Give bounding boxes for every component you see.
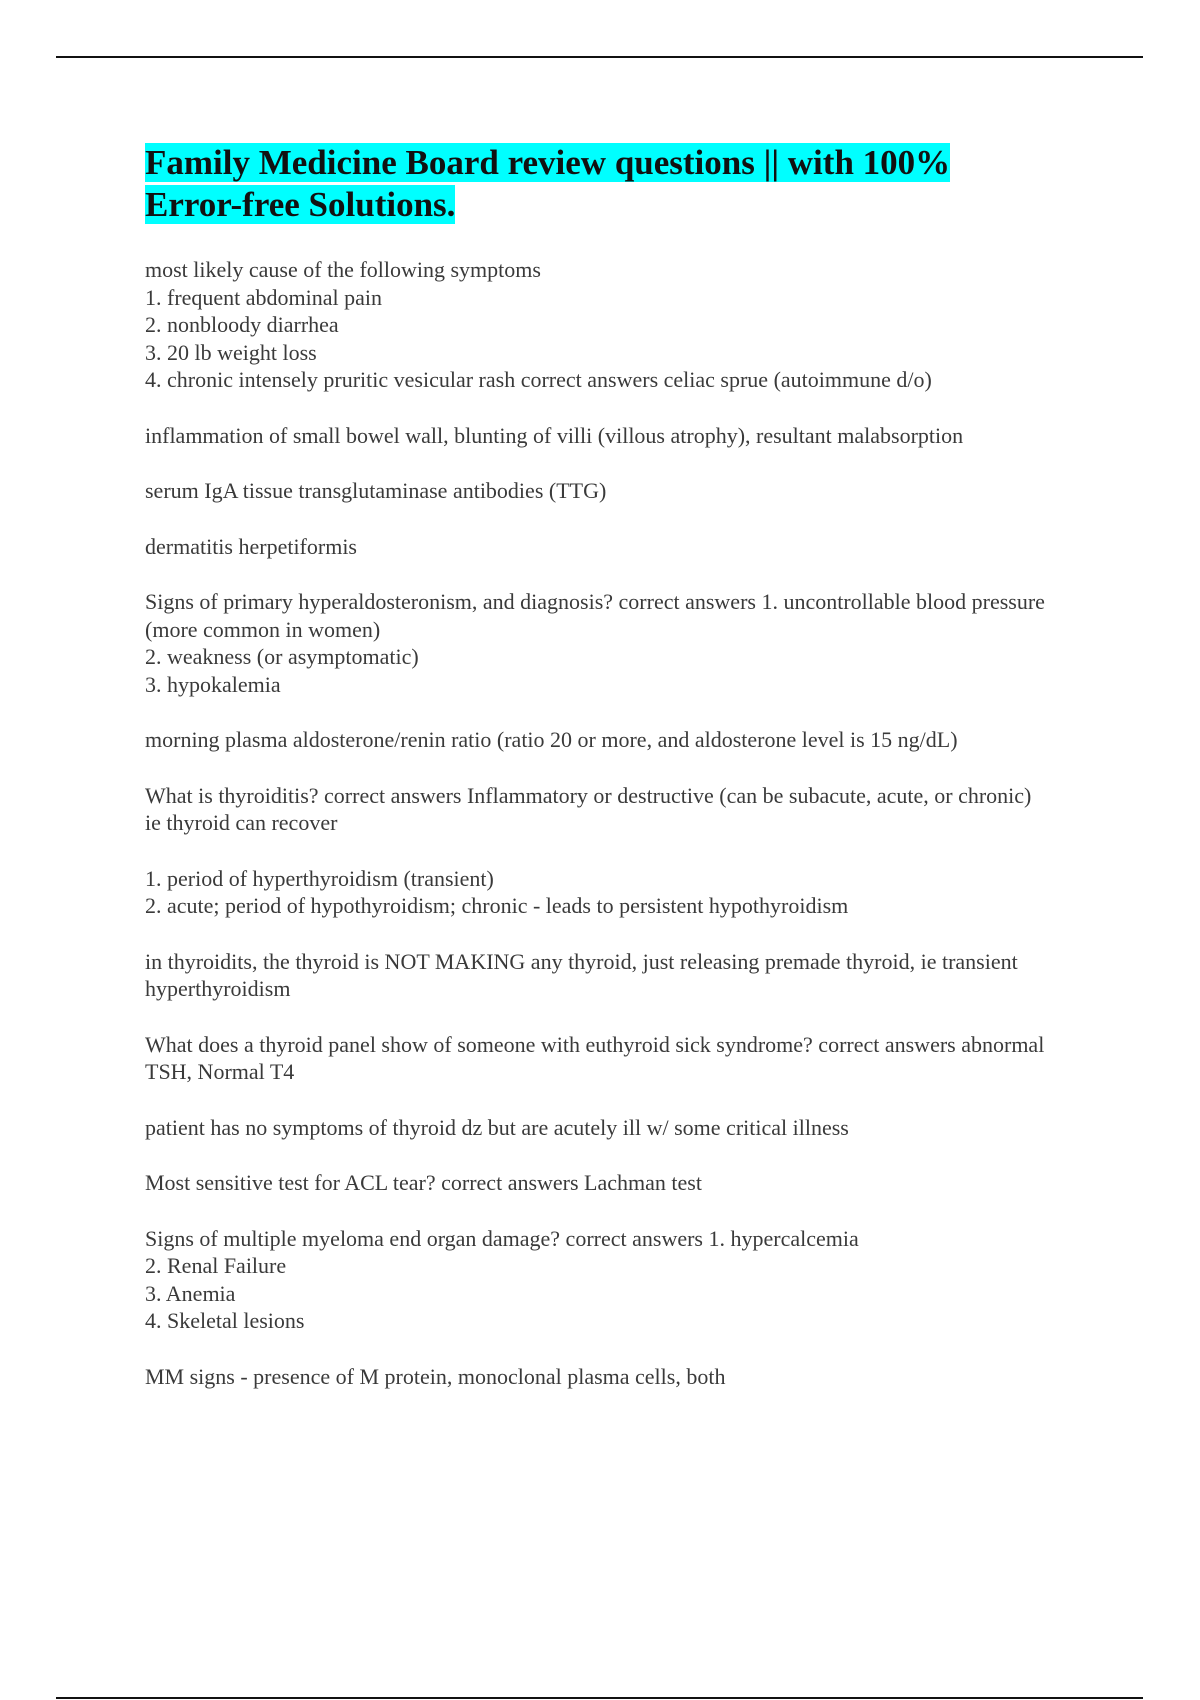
text-line: Most sensitive test for ACL tear? correct answers Lachman test: [145, 1170, 702, 1195]
footer-rule: [56, 1697, 1143, 1699]
qa-paragraph: [145, 422, 1075, 450]
qa-paragraph: [145, 256, 1075, 394]
text-line: 4. chronic intensely pruritic vesicular rash correct answers celiac sprue (autoimmune d/o): [145, 367, 932, 392]
qa-paragraph: [145, 782, 1075, 837]
text-line: MM signs - presence of M protein, monoclonal plasma cells, both: [145, 1363, 726, 1389]
text-line: serum IgA tissue transglutaminase antibodies (TTG): [145, 478, 607, 503]
text-line: 2. nonbloody diarrhea: [145, 312, 339, 337]
qa-paragraph: [145, 1169, 1075, 1197]
text-line: Signs of primary hyperaldosteronism, and diagnosis? correct answers 1. uncontrollable blood pressure (more common in women): [145, 589, 1045, 642]
text-line: 2. acute; period of hypothyroidism; chronic - leads to persistent hypothyroidism: [145, 893, 849, 918]
header-rule: [56, 56, 1143, 58]
text-line: 3. hypokalemia: [145, 671, 281, 697]
qa-paragraph: [145, 1363, 1075, 1391]
qa-paragraph: [145, 477, 1075, 505]
text-line: patient has no symptoms of thyroid dz but are acutely ill w/ some critical illness: [145, 1114, 849, 1140]
text-line: dermatitis herpetiformis: [145, 533, 357, 559]
text-line: most likely cause of the following symptoms: [145, 257, 541, 282]
qa-paragraph: [145, 948, 1075, 1003]
text-line: What does a thyroid panel show of someone with euthyroid sick syndrome? correct answers abnormal TSH, Normal T4: [145, 1031, 1045, 1084]
text-line: 2. Renal Failure: [145, 1253, 287, 1278]
text-line: 4. Skeletal lesions: [145, 1308, 305, 1333]
text-line: inflammation of small bowel wall, blunting of villi (villous atrophy), resultant malabsorption: [145, 422, 964, 448]
qa-paragraph: [145, 588, 1075, 698]
qa-paragraph: [145, 726, 1075, 754]
qa-paragraph: [145, 1031, 1075, 1086]
text-line: ie thyroid can recover: [145, 810, 338, 835]
text-line: 2. weakness (or asymptomatic): [145, 644, 419, 669]
qa-paragraph: [145, 1114, 1075, 1142]
document-body: [145, 142, 1075, 1418]
document-title: [145, 142, 1075, 226]
qa-paragraph: [145, 1225, 1075, 1335]
text-line: morning plasma aldosterone/renin ratio (ratio 20 or more, and aldosterone level is 15 ng/dL): [145, 727, 958, 752]
text-line: 1. frequent abdominal pain: [145, 284, 383, 310]
title-line: Error-free Solutions.: [145, 185, 456, 224]
text-line: 3. Anemia: [145, 1280, 236, 1306]
text-line: 1. period of hyperthyroidism (transient): [145, 865, 494, 891]
text-line: 3. 20 lb weight loss: [145, 339, 317, 365]
qa-paragraph: [145, 865, 1075, 920]
qa-paragraph: [145, 533, 1075, 561]
title-line: Family Medicine Board review questions || with 100%: [145, 143, 951, 182]
text-line: Signs of multiple myeloma end organ damage? correct answers 1. hypercalcemia: [145, 1225, 859, 1251]
text-line: What is thyroiditis? correct answers Inflammatory or destructive (can be subacute, acute, or chronic): [145, 782, 1032, 808]
text-line: in thyroidits, the thyroid is NOT MAKING any thyroid, just releasing premade thyroid, ie transient hyperthyroidism: [145, 948, 1018, 1001]
